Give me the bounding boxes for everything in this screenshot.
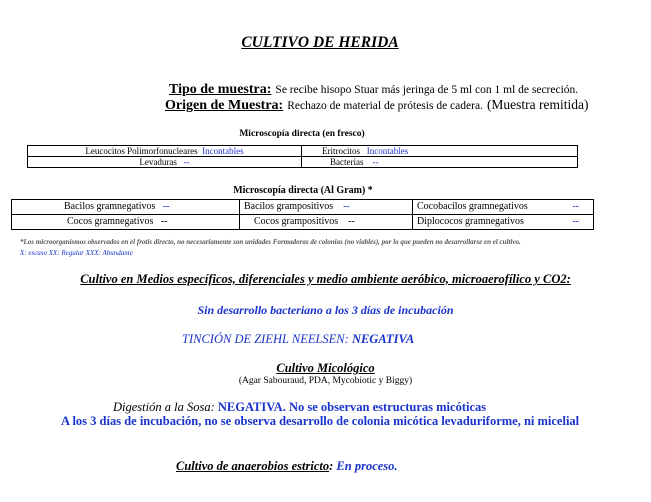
digestion-label: Digestión a la Sosa:: [113, 400, 215, 414]
footnote-text: *Los microorganismos observados en el frotis directo, no necesariamente son unidades Formadoras de colonias (no viables), por lo que pueden no desarrollarse en el cultivo.: [20, 238, 521, 246]
media-result: Sin desarrollo bacteriano a los 3 días de incubación: [197, 303, 454, 317]
anaerobe-line: Cultivo de anaerobios estricto: En proceso.: [176, 459, 398, 473]
table-row: [12, 215, 594, 230]
fresh-heading: Microscopía directa (en fresco): [239, 129, 365, 139]
footnote-legend: X: escaso XX: Regular XXX: Abundante: [20, 249, 133, 257]
anaerobe-result: En proceso.: [336, 459, 398, 473]
table-cell: Leucocitos Polimorfonucleares Incontables: [28, 146, 302, 157]
table-cell: Bacilos gramnegativos --: [12, 200, 240, 215]
sample-type-value: Se recibe hisopo Stuar más jeringa de 5 ml con 1 ml de secreción.: [275, 84, 579, 96]
table-cell: Bacilos grampositivos --: [240, 200, 413, 215]
sample-origin-value: Rechazo de material de prótesis de cadera.: [287, 100, 483, 112]
sample-origin-label: Origen de Muestra:: [165, 98, 284, 113]
sample-origin-line: [165, 96, 589, 114]
table-row: [12, 200, 594, 215]
fresh-microscopy-table: [27, 145, 578, 168]
table-cell: Cocobacilos gramnegativos --: [413, 200, 594, 215]
anaerobe-label: Cultivo de anaerobios estricto: [176, 459, 330, 473]
myco-heading: Cultivo Micológico: [276, 361, 375, 375]
gram-heading: Microscopía directa (Al Gram) *: [233, 185, 373, 196]
digestion-line: [113, 400, 486, 415]
table-cell: Diplococos gramnegativos --: [413, 215, 594, 230]
table-row: [28, 146, 578, 157]
digestion-result: NEGATIVA. No se observan estructuras micóticas: [217, 400, 487, 414]
report-title: CULTIVO DE HERIDA: [241, 34, 399, 51]
ziehl-result: NEGATIVA: [351, 332, 415, 346]
sample-origin-note: (Muestra remitida): [486, 97, 589, 112]
table-cell: Cocos gramnegativos --: [12, 215, 240, 230]
ziehl-label: TINCIÓN DE ZIEHL NEELSEN:: [182, 332, 349, 346]
table-cell: Levaduras --: [28, 157, 302, 168]
sample-type-label: Tipo de muestra:: [169, 82, 272, 97]
table-cell: Eritrocitos Incontables: [302, 146, 578, 157]
table-cell: Bacterias --: [302, 157, 578, 168]
table-cell: Cocos grampositivos --: [240, 215, 413, 230]
ziehl-line: [182, 332, 414, 347]
gram-microscopy-table: [11, 199, 594, 230]
table-row: [28, 157, 578, 168]
media-heading: Cultivo en Medios específicos, diferenciales y medio ambiente aeróbico, microaerofílico y CO2:: [80, 272, 571, 286]
myco-media: (Agar Sabouraud, PDA, Mycobiotic y Biggy): [238, 376, 413, 386]
myco-result: A los 3 días de incubación, no se observa desarrollo de colonia micótica levaduriforme, ni micelial: [61, 414, 580, 428]
